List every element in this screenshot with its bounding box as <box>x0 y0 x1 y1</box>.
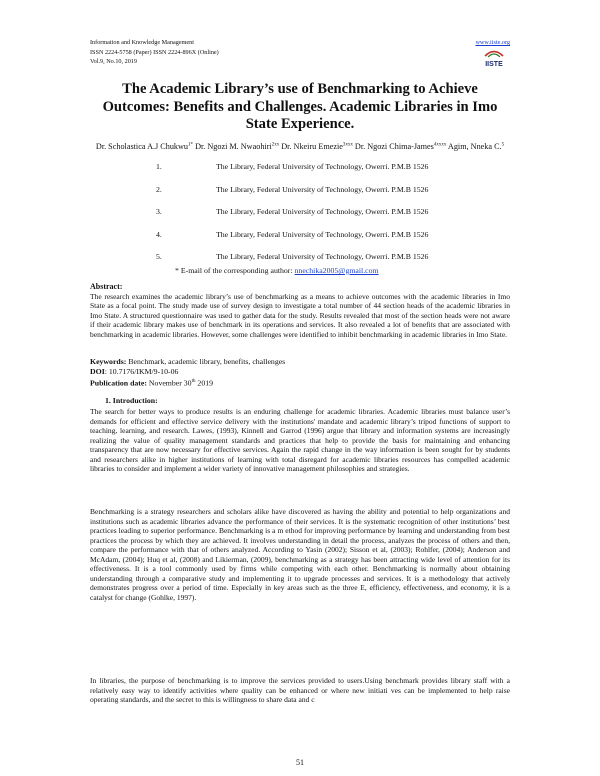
keywords-line <box>90 357 510 367</box>
author-2-marker: 2xx <box>271 142 280 148</box>
abstract-body: The research examines the academic library’s use of benchmarking as a means to achieve outcomes with the academic libraries in Imo State as a focal point. The study made use of survey design to investigate a total number of 44 section heads of the academic libraries in Imo State. A structured questionnaire was used to gather data for the study. Results revealed that most of the section heads were not aware if their academic library makes use of benchmark in its operations and services. It also revealed a lot of benefits that are associated with benchmarking in academic libraries. However, some challenges were identified to inhibit benchmarking in academic libraries in Imo State. <box>90 292 510 339</box>
page-number: 51 <box>296 758 304 767</box>
author-4: Dr. Ngozi Chima-James <box>352 142 434 151</box>
author-2: Dr. Ngozi M. Nwaohiri <box>193 142 272 151</box>
pubdate-year: 2019 <box>195 378 214 388</box>
doi-line <box>90 367 510 377</box>
logo-text: IISTE <box>485 61 503 68</box>
body-paragraph: In libraries, the purpose of benchmarking is to improve the services provided to users.Using benchmark provides library staff with a relatively easy way to identify activities where quality can be enhanced or where new initiati ves can be implemented to help raise operating standards, and the secret to this is willingness to share data and c <box>90 676 510 704</box>
author-1-marker: 1* <box>188 142 194 148</box>
author-5: Agim, Nneka C. <box>446 142 502 151</box>
journal-volume: Vol.9, No.10, 2019 <box>90 58 137 65</box>
journal-name: Information and Knowledge Management <box>90 39 194 46</box>
affiliation-item: 3. The Library, Federal University of Technology, Owerri. P.M.B 1526 <box>156 207 429 216</box>
author-3-marker: 3xxx <box>342 142 353 148</box>
pubdate-label: Publication date: <box>90 378 147 388</box>
affiliation-item: 1. The Library, Federal University of Technology, Owerri. P.M.B 1526 <box>156 162 429 171</box>
corresponding-author <box>175 266 379 275</box>
affiliation-item: 2. The Library, Federal University of Technology, Owerri. P.M.B 1526 <box>156 184 429 194</box>
corresponding-prefix: * E-mail of the corresponding author: <box>175 266 295 275</box>
affiliation-item: 5. The Library, Federal University of Technology, Owerri. P.M.B 1526 <box>156 252 429 261</box>
section-heading-introduction: 1. Introduction: <box>105 396 158 405</box>
journal-issn: ISSN 2224-5758 (Paper) ISSN 2224-896X (Online) <box>90 48 219 56</box>
author-1: Dr. Scholastica A.J Chukwu <box>95 142 189 151</box>
author-5-marker: 5 <box>501 142 505 148</box>
journal-url-link[interactable]: www.iiste.org <box>475 39 510 46</box>
keywords-label: Keywords: <box>90 357 127 366</box>
paper-title: The Academic Library’s use of Benchmarking to Achieve Outcomes: Benefits and Challenges. Academic Libraries in Imo State Experience. <box>102 81 498 132</box>
publication-date-line <box>90 377 510 388</box>
journal-masthead <box>90 38 510 67</box>
affiliation-list <box>130 162 510 275</box>
doi-value: : 10.7176/IKM/9-10-06 <box>104 367 179 376</box>
author-list <box>90 141 510 152</box>
author-4-marker: 4xxxx <box>433 142 447 148</box>
doi-label: DOI <box>90 367 105 376</box>
abstract-heading: Abstract: <box>90 282 123 291</box>
keywords-value: Benchmark, academic library, benefits, challenges <box>126 357 286 366</box>
pubdate-value: November 30 <box>146 378 192 388</box>
corresponding-email-link[interactable]: nnechika2005@gmail.com <box>294 266 379 275</box>
body-paragraph: The search for better ways to produce results is an enduring challenge for academic libraries. Academic libraries must balance user’s demands for efficient and effective service delivery with the institutions' mandate and academic library’s tripod functions of support to teaching, learning, and research. Lawes, (1993), Kinnell and Garrod (1996) argue that library and information systems are increasingly realizing the value of quality management standards and practices that help to provide the basis for maintaining and enhancing transparency that are now necessary for effective services. Again the rapid change in the way information is been sought for by students and researchers alike in higher institutions of learning with total disregard for academic libraries resources has compelled academic libraries to consider and implement a wider variety of innovative management philosophies and strategies. <box>90 407 510 473</box>
iiste-logo-icon <box>481 48 507 68</box>
pubdate-suffix: th <box>191 379 196 384</box>
author-3: Dr. Nkeiru Emezie <box>279 142 343 151</box>
body-paragraph: Benchmarking is a strategy researchers and scholars alike have discovered as having the ability and potential to help organizations and institutions such as academic libraries advance the performance of their services. It is the systematic recognition of other institutions’ best practices leading to superior performance. Benchmarking is a m ethod for improving performance by learning and understanding from best practices the process by which they are achieved. It involves understanding in detail the process, analyzes the process of others and then, compare the performance with that of others analyzed. According to Yasin (2002); Sisson et al, (2003); Rohlfer, (2004); Anderson and McAdam, (2004); Huq et al, (2008) and Likierman, (2009), benchmarking as a strategy has been attracting wide level of attention for its effectiveness. It is a tool commonly used by firms while competing with each other. Benchmarking is normally about obtaining understanding through a comparative study and implementing it to upgrade processes and services. It is a methodology that actively demonstrates progress over a period of time. Especially in key areas such as the three E, efficiency, effectiveness, and economy, it is a catalyst for change (Gohlke, 1997). <box>90 507 510 602</box>
affiliation-item: 4. The Library, Federal University of Technology, Owerri. P.M.B 1526 <box>156 229 429 239</box>
